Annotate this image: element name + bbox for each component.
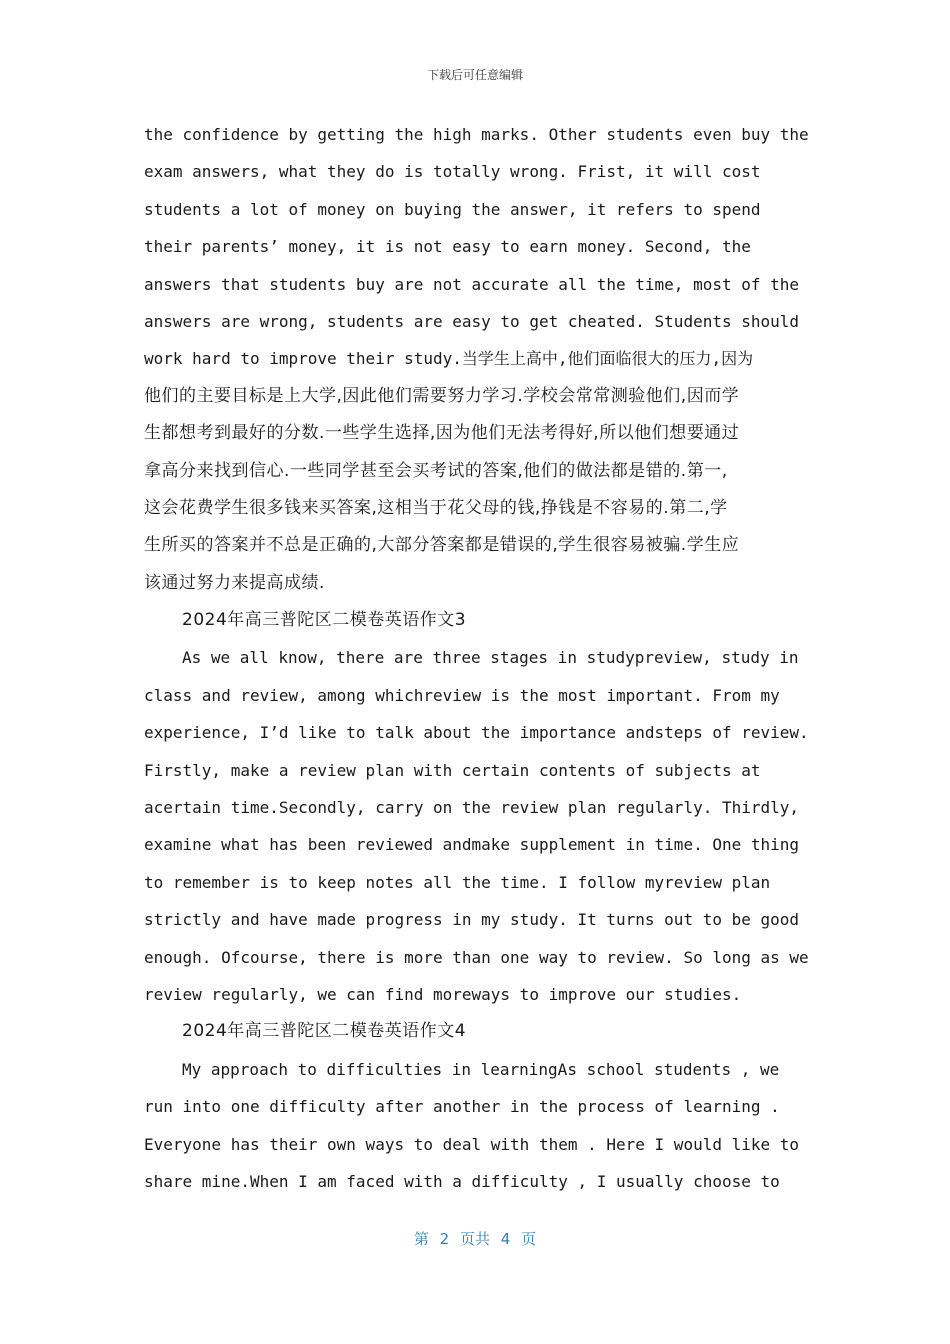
text-line: examine what has been reviewed andmake supplement in time. One thing (144, 835, 800, 855)
text-line: class and review, among whichreview is the most important. From my (144, 685, 780, 705)
text-line: Firstly, make a review plan with certain contents of subjects at (144, 760, 761, 780)
text-line: students a lot of money on buying the answer, it refers to spend (144, 199, 761, 219)
text-line: 生所买的答案并不总是正确的,大部分答案都是错误的,学生很容易被骗.学生应 (144, 535, 740, 556)
text-line: review regularly, we can find moreways to improve our studies. (144, 984, 742, 1004)
text-line: 拿高分来找到信心.一些同学甚至会买考试的答案,他们的做法都是错的.第一, (144, 460, 728, 481)
text-line: acertain time.Secondly, carry on the review plan regularly. Thirdly, (144, 798, 800, 818)
text-line: their parents’ money, it is not easy to earn money. Second, the (144, 237, 751, 257)
text-line: answers that students buy are not accurate all the time, most of the (144, 274, 800, 294)
section-heading: 2024年高三普陀区二模卷英语作文4 (182, 1021, 467, 1042)
text-line: My approach to difficulties in learningAs school students , we (182, 1059, 780, 1079)
text-line: strictly and have made progress in my study. It turns out to be good (144, 910, 800, 930)
text-line: 该通过努力来提高成绩. (144, 572, 325, 593)
text-line: 他们的主要目标是上大学,因此他们需要努力学习.学校会常常测验他们,因而学 (144, 385, 740, 406)
text-line: enough. Ofcourse, there is more than one way to review. So long as we (144, 947, 809, 967)
text-line: the confidence by getting the high marks. Other students even buy the (144, 125, 809, 144)
text-line: run into one difficulty after another in the process of learning . (144, 1097, 780, 1117)
text-line: experience, I’d like to talk about the importance andsteps of review. (144, 723, 809, 743)
text-line: 生都想考到最好的分数.一些学生选择,因为他们无法考得好,所以他们想要通过 (144, 423, 740, 444)
text-line: to remember is to keep notes all the time. I follow myreview plan (144, 872, 771, 892)
document-body (144, 116, 808, 1200)
text-line: Everyone has their own ways to deal with them . Here I would like to (144, 1134, 800, 1154)
page-header: 下载后可任意编辑 (426, 68, 523, 82)
text-line: answers are wrong, students are easy to get cheated. Students should (144, 311, 800, 331)
section-heading: 2024年高三普陀区二模卷英语作文3 (182, 610, 467, 631)
text-line: 这会花费学生很多钱来买答案,这相当于花父母的钱,挣钱是不容易的.第二,学 (144, 497, 728, 518)
text-line: As we all know, there are three stages in studypreview, study in (182, 648, 799, 668)
text-line: exam answers, what they do is totally wrong. Frist, it will cost (144, 162, 761, 182)
text-line: share mine.When I am faced with a difficulty , I usually choose to (144, 1171, 780, 1191)
text-line: work hard to improve their study.当学生上高中,他们面临很大的压力,因为 (144, 349, 754, 369)
page-footer: 第 2 页共 4 页 (413, 1230, 537, 1248)
